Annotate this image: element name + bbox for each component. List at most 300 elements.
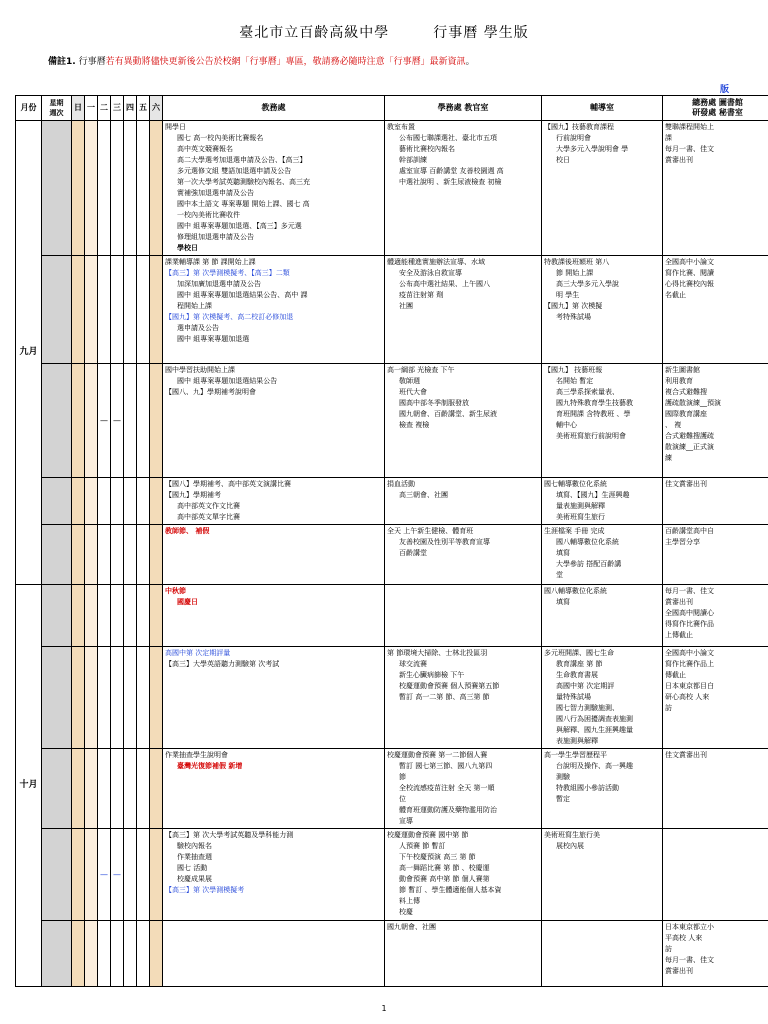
academic-entry: 中秋節 <box>165 587 186 595</box>
academic-cell <box>163 121 385 256</box>
day-cell <box>111 749 124 829</box>
counsel-entry: 台說明及操作、高一興趣 <box>556 762 633 770</box>
admin-cell <box>663 829 768 921</box>
admin-entry: 每月一書、佳文 <box>665 956 714 964</box>
counsel-entry: 高一學生學習歷程平 <box>544 751 607 759</box>
student-cell <box>385 256 542 364</box>
admin-entry: 名截止 <box>665 291 686 299</box>
student-entry: 處室宣導 百齡講堂 友善校園週 高 <box>399 167 504 175</box>
page-number: 1 <box>381 1004 387 1013</box>
day-cell <box>85 478 98 525</box>
student-entry: 教室布置 <box>387 123 415 131</box>
academic-entry: 高國中第 次定期評量 <box>165 649 231 657</box>
day-cell <box>85 829 98 921</box>
day-cell <box>111 525 124 585</box>
admin-entry: 全國高中小論文 <box>665 649 714 657</box>
day-cell <box>150 921 163 987</box>
academic-entry: 課業輔導課 第 節 課開始上課 <box>165 258 256 266</box>
counsel-entry: 明 學生 <box>556 291 580 299</box>
day-cell <box>111 478 124 525</box>
notice-label: 備註1. <box>48 57 76 67</box>
day-cell <box>111 585 124 647</box>
counsel-entry: 填寫 <box>556 549 570 557</box>
version-mark: 版 <box>720 85 730 95</box>
student-entry: 宣導 <box>399 817 413 825</box>
day-cell <box>72 749 85 829</box>
academic-cell <box>163 364 385 478</box>
day-cell <box>72 364 85 478</box>
academic-header: 教務處 <box>163 96 385 121</box>
day-cell <box>98 478 111 525</box>
counsel-entry: 國七輔導數位化系統 <box>544 480 607 488</box>
week-number-cell <box>42 829 72 921</box>
day-cell <box>98 921 111 987</box>
admin-entry: 練 <box>665 454 672 462</box>
counsel-entry: 育班開課 含特教班 、學 <box>556 410 631 418</box>
day-header-sat: 六 <box>150 96 163 121</box>
day-cell <box>85 121 98 256</box>
student-entry: 班代大會 <box>399 388 427 396</box>
admin-entry: 佳文賞審出刊 <box>665 480 707 488</box>
week-number-cell <box>42 921 72 987</box>
admin-entry: 課 <box>665 134 672 142</box>
academic-entry: 修理組加退選申請及公告 <box>177 233 254 241</box>
day-cell <box>150 585 163 647</box>
week-number-cell <box>42 364 72 478</box>
counsel-entry: 堂 <box>556 571 563 579</box>
week-row <box>16 525 768 585</box>
academic-entry: 開學日 <box>165 123 186 131</box>
admin-cell <box>663 647 768 749</box>
month-header: 月份 <box>16 96 42 121</box>
counsel-cell <box>542 525 663 585</box>
counsel-entry: 填寫 <box>556 598 570 606</box>
admin-entry: 散演練__正式演 <box>665 443 714 451</box>
counsel-entry: 考特殊試場 <box>556 313 591 321</box>
student-entry: 敬師週 <box>399 377 420 385</box>
student-entry: 檢查 複檢 <box>399 421 430 429</box>
academic-entry: 一校內美術比賽收件 <box>177 211 240 219</box>
week-row <box>16 121 768 256</box>
student-entry: 節 <box>399 773 406 781</box>
student-entry: 體適能種進實施辦法宣導、水域 <box>387 258 485 266</box>
admin-entry: 日本東京都立小 <box>665 923 714 931</box>
student-entry: 全天 上午新生健檢、體育班 <box>387 527 474 535</box>
admin-cell <box>663 121 768 256</box>
counsel-cell <box>542 585 663 647</box>
day-cell <box>98 256 111 364</box>
student-entry: 第 節環境大掃除、士林北投區羽 <box>387 649 488 657</box>
counsel-entry: 表施測與解釋 <box>556 737 598 745</box>
day-cell <box>124 749 137 829</box>
academic-entry: 教師節、 補假 <box>165 527 210 535</box>
day-cell <box>124 256 137 364</box>
counsel-entry: 國九特殊教育學生技藝教 <box>556 399 633 407</box>
day-cell <box>98 749 111 829</box>
month-cell: 九月 <box>16 121 42 585</box>
academic-entry: 高中部英文作文比賽 <box>177 502 240 510</box>
counsel-cell <box>542 829 663 921</box>
page-title <box>0 22 768 42</box>
student-cell <box>385 921 542 987</box>
student-entry: 公布高中選社結果、上午國八 <box>399 280 490 288</box>
day-header-thu: 四 <box>124 96 137 121</box>
week-number-cell <box>42 647 72 749</box>
day-header-mon: 一 <box>85 96 98 121</box>
counsel-entry: 輔中心 <box>556 421 577 429</box>
academic-cell <box>163 647 385 749</box>
student-entry: 位 <box>399 795 406 803</box>
counsel-entry: 展校內展 <box>556 842 584 850</box>
day-cell: — <box>111 829 124 921</box>
week-number-cell <box>42 478 72 525</box>
admin-entry: 、 複 <box>665 421 682 429</box>
counsel-cell <box>542 121 663 256</box>
admin-entry: 日本東京都目白 <box>665 682 714 690</box>
counsel-entry: 高三大學多元入學說 <box>556 280 619 288</box>
admin-entry: 寫作比賽、閱讀 <box>665 269 714 277</box>
student-cell <box>385 749 542 829</box>
day-cell <box>137 121 150 256</box>
counsel-entry: 量表施測與解釋 <box>556 502 605 510</box>
academic-entry: 學校日 <box>177 244 198 252</box>
academic-entry: 【國九】學期補考 <box>165 491 221 499</box>
admin-entry: 佳文賞審出刊 <box>665 751 707 759</box>
admin-entry: 護疏散演練__預演 <box>665 399 721 407</box>
day-cell <box>124 478 137 525</box>
counsel-entry: 生命教育書展 <box>556 671 598 679</box>
student-entry: 校慶運動會預賽 國中第 節 <box>387 831 469 839</box>
day-cell <box>72 647 85 749</box>
student-entry: 百齡講堂 <box>399 549 427 557</box>
day-cell <box>72 921 85 987</box>
week-number-cell <box>42 585 72 647</box>
week-row <box>16 364 768 478</box>
academic-entry: 【國八、九】學期補考說明會 <box>165 388 256 396</box>
day-header-sun: 日 <box>72 96 85 121</box>
academic-entry: 【國九】第 次模擬考、高二校訂必修加退 <box>165 313 294 321</box>
student-entry: 動會預賽 高中第 節 個人賽第 <box>399 875 490 883</box>
student-entry: 下午校慶預演 高三 第 節 <box>399 853 476 861</box>
day-cell <box>150 647 163 749</box>
week-row <box>16 749 768 829</box>
day-cell <box>150 478 163 525</box>
day-cell <box>150 121 163 256</box>
counsel-entry: 與解釋、國九生涯興趣量 <box>556 726 633 734</box>
counsel-entry: 教育講座 第 節 <box>556 660 603 668</box>
admin-entry: 百齡講堂高中自 <box>665 527 714 535</box>
academic-cell <box>163 829 385 921</box>
student-entry: 校慶運動會預賽 個人預賽第五節 <box>399 682 500 690</box>
student-cell <box>385 121 542 256</box>
counsel-entry: 多元班開課、國七生命 <box>544 649 614 657</box>
admin-cell <box>663 921 768 987</box>
counsel-entry: 測驗 <box>556 773 570 781</box>
day-cell <box>85 647 98 749</box>
counsel-entry: 美術班寫旅行前說明會 <box>556 432 626 440</box>
week-header: 星期 週次 <box>42 96 72 121</box>
counsel-cell <box>542 921 663 987</box>
day-cell <box>150 525 163 585</box>
academic-entry: 實補強加退選申請及公告 <box>177 189 254 197</box>
notice: 備註1. 行事曆若有異動將儘快更新後公告於校網「行事曆」專區，敬請務必隨時注意「行事曆」最新資訊。 <box>48 57 475 67</box>
student-cell <box>385 829 542 921</box>
day-cell <box>137 749 150 829</box>
counsel-cell <box>542 364 663 478</box>
academic-entry: 高中部英文單字比賽 <box>177 513 240 521</box>
admin-cell <box>663 525 768 585</box>
student-entry: 疫苗注射第 劑 <box>399 291 444 299</box>
counsel-entry: 國七智力測驗施測、 <box>556 704 619 712</box>
counsel-entry: 特教組國小參訪活動 <box>556 784 619 792</box>
student-entry: 高三朝會、社團 <box>399 491 448 499</box>
counsel-entry: 暫定 <box>556 795 570 803</box>
admin-entry: 研心高校 人來 <box>665 693 710 701</box>
week-row <box>16 478 768 525</box>
admin-header: 總務處 圖書館 研發處 秘書室 <box>663 96 768 121</box>
student-entry: 國高中部冬季制服發放 <box>399 399 469 407</box>
student-entry: 體育班運動防護及藥物濫用防治 <box>399 806 497 814</box>
week-number-cell <box>42 525 72 585</box>
admin-entry: 賞審出刊 <box>665 156 693 164</box>
student-entry: 安全及游泳自救宣導 <box>399 269 462 277</box>
admin-entry: 上傳截止 <box>665 631 693 639</box>
academic-entry: 國中 組專案專題加退選、【高三】多元選 <box>177 222 302 230</box>
admin-entry: 每月一書、佳文 <box>665 145 714 153</box>
academic-cell <box>163 585 385 647</box>
counsel-entry: 校日 <box>556 156 570 164</box>
counsel-entry: 節 開始上課 <box>556 269 594 277</box>
counsel-entry: 量特殊試場 <box>556 693 591 701</box>
week-row <box>16 921 768 987</box>
day-cell: — <box>98 364 111 478</box>
counseling-header: 輔導室 <box>542 96 663 121</box>
student-entry: 國九朝會、社團 <box>387 923 436 931</box>
day-cell <box>85 525 98 585</box>
academic-entry: 校慶成果展 <box>177 875 212 883</box>
day-cell <box>72 478 85 525</box>
calendar-table <box>15 95 768 987</box>
day-header-tue: 二 <box>98 96 111 121</box>
header-row <box>16 96 768 121</box>
student-entry: 校慶 <box>399 908 413 916</box>
counsel-entry: 高國中第 次定期評 <box>556 682 615 690</box>
academic-entry: 加深加廣加退選申請及公告 <box>177 280 261 288</box>
day-cell <box>150 749 163 829</box>
day-cell <box>124 585 137 647</box>
admin-entry: 寫作比賽作品上 <box>665 660 714 668</box>
student-entry: 中選社說明 、新生尿液檢查 初檢 <box>399 178 502 186</box>
admin-entry: 心得比賽校內報 <box>665 280 714 288</box>
day-cell <box>85 921 98 987</box>
admin-entry: 合式避難搜護疏 <box>665 432 714 440</box>
day-cell <box>124 121 137 256</box>
student-entry: 料上傳 <box>399 897 420 905</box>
admin-entry: 主學習分享 <box>665 538 700 546</box>
academic-entry: 高二大學選考加退選申請及公告、【高三】 <box>177 156 307 164</box>
admin-entry: 利用教育 <box>665 377 693 385</box>
academic-entry: 程開始上課 <box>177 302 212 310</box>
counsel-entry: 大學參訪 搭配百齡講 <box>556 560 622 568</box>
week-row <box>16 829 768 921</box>
academic-entry: 多元選修文組 雙語加退選申請及公告 <box>177 167 292 175</box>
student-entry: 高一綱部 光檢查 下午 <box>387 366 455 374</box>
student-entry: 全校流感疫苗注射 全天 第一順 <box>399 784 495 792</box>
student-entry: 人預賽 節 暫訂 <box>399 842 446 850</box>
day-cell <box>72 256 85 364</box>
day-cell <box>124 364 137 478</box>
academic-entry: 國慶日 <box>177 598 198 606</box>
counsel-cell <box>542 647 663 749</box>
counsel-entry: 美術班寫生旅行美 <box>544 831 600 839</box>
day-cell <box>111 256 124 364</box>
admin-cell <box>663 749 768 829</box>
admin-entry: 得寫作比賽作品 <box>665 620 714 628</box>
admin-entry: 賞審出刊 <box>665 967 693 975</box>
student-entry: 新生心臟病篩檢 下午 <box>399 671 465 679</box>
academic-entry: 國中 組專案專題加退選結果公告、高中 課 <box>177 291 308 299</box>
day-cell <box>150 364 163 478</box>
admin-entry: 賞審出刊 <box>665 598 693 606</box>
day-cell <box>137 585 150 647</box>
academic-cell <box>163 921 385 987</box>
student-entry: 友善校園及性別平等教育宣導 <box>399 538 490 546</box>
academic-entry: 驗校內報名 <box>177 842 212 850</box>
student-entry: 校慶運動會預賽 第一二節個人賽 <box>387 751 488 759</box>
day-cell <box>72 829 85 921</box>
student-cell <box>385 364 542 478</box>
student-entry: 藝術比賽校內報名 <box>399 145 455 153</box>
day-cell <box>98 647 111 749</box>
counsel-cell <box>542 256 663 364</box>
counsel-cell <box>542 478 663 525</box>
day-cell <box>72 525 85 585</box>
academic-cell <box>163 749 385 829</box>
counsel-entry: 國八輔導數位化系統 <box>544 587 607 595</box>
day-cell: — <box>111 364 124 478</box>
week-row <box>16 585 768 647</box>
counsel-entry: 高三學系探索量表、 <box>556 388 619 396</box>
day-cell <box>137 364 150 478</box>
day-cell <box>72 585 85 647</box>
academic-entry: 國中本土語文 專案專題 開始上課、國七 高 <box>177 200 310 208</box>
day-cell <box>124 525 137 585</box>
counsel-entry: 大學多元入學說明會 學 <box>556 145 629 153</box>
month-cell: 十月 <box>16 585 42 987</box>
day-cell <box>124 647 137 749</box>
counsel-entry: 行前說明會 <box>556 134 591 142</box>
academic-entry: 第一次大學考試英聽測驗校內報名、高三充 <box>177 178 310 186</box>
week-row <box>16 647 768 749</box>
day-header-fri: 五 <box>137 96 150 121</box>
day-cell <box>137 829 150 921</box>
academic-entry: 作業抽查週 <box>177 853 212 861</box>
day-cell <box>85 364 98 478</box>
student-entry: 球交流賽 <box>399 660 427 668</box>
student-entry: 國九朝會、百齡講堂、新生尿液 <box>399 410 497 418</box>
academic-entry: 國七 高一校內美術比賽報名 <box>177 134 264 142</box>
student-cell <box>385 585 542 647</box>
academic-entry: 臺灣光復節補假 新增 <box>177 762 243 770</box>
counsel-entry: 填寫、【國九】生涯興趣 <box>556 491 630 499</box>
admin-entry: 傳截止 <box>665 671 686 679</box>
counsel-entry: 名開始 暫定 <box>556 377 594 385</box>
day-cell <box>85 256 98 364</box>
day-cell <box>98 585 111 647</box>
academic-entry: 【高三】第 次學測模擬考 <box>165 886 245 894</box>
week-number-cell <box>42 121 72 256</box>
student-entry: 節 暫訂 、學生體適能個人基本資 <box>399 886 502 894</box>
day-cell <box>111 647 124 749</box>
week-row <box>16 256 768 364</box>
day-cell <box>150 256 163 364</box>
admin-cell <box>663 364 768 478</box>
academic-cell <box>163 256 385 364</box>
academic-cell <box>163 525 385 585</box>
student-entry: 公布國七聯課選社、臺北市五項 <box>399 134 497 142</box>
admin-entry: 訪 <box>665 945 672 953</box>
counsel-cell <box>542 749 663 829</box>
admin-entry: 新生圖書館 <box>665 366 700 374</box>
day-cell <box>85 585 98 647</box>
day-header-wed: 三 <box>111 96 124 121</box>
day-cell <box>111 121 124 256</box>
student-entry: 暫訂 高一二第 節、高三第 節 <box>399 693 490 701</box>
counsel-entry: 【國九】技藝教育課程 <box>544 123 614 131</box>
admin-entry: 平高校 人來 <box>665 934 703 942</box>
day-cell <box>137 525 150 585</box>
student-entry: 暫訂 國七第三節、國八九第四 <box>399 762 493 770</box>
school-name: 臺北市立百齡高級中學 <box>239 25 390 41</box>
academic-entry: 【國八】學期補考、高中部英文演講比賽 <box>165 480 291 488</box>
admin-entry: 全國高中小論文 <box>665 258 714 266</box>
calendar-title: 行事曆 學生版 <box>433 25 529 41</box>
student-entry: 幹部訓練 <box>399 156 427 164</box>
admin-entry: 訪 <box>665 704 672 712</box>
counsel-entry: 美術班寫生旅行 <box>556 513 605 521</box>
student-entry: 高一舞蹈比賽 第 節 、校慶運 <box>399 864 490 872</box>
day-cell <box>137 921 150 987</box>
student-cell <box>385 478 542 525</box>
student-affairs-header: 學務處 教官室 <box>385 96 542 121</box>
day-cell <box>72 121 85 256</box>
academic-entry: 選申請及公告 <box>177 324 219 332</box>
counsel-entry: 國八行為困擾調查表施測 <box>556 715 633 723</box>
week-number-cell <box>42 256 72 364</box>
day-cell <box>124 921 137 987</box>
admin-cell <box>663 585 768 647</box>
admin-entry: 國際教育講座 <box>665 410 707 418</box>
counsel-entry: 【國九】 技藝班報 <box>544 366 603 374</box>
academic-entry: 國中 組專案專題加退選 <box>177 335 250 343</box>
student-cell <box>385 647 542 749</box>
day-cell <box>137 647 150 749</box>
day-cell <box>85 749 98 829</box>
day-cell <box>137 478 150 525</box>
academic-entry: 【高三】第 次學測模擬考、【高三】二類 <box>165 269 290 277</box>
counsel-entry: 特教課後班額班 第八 <box>544 258 610 266</box>
academic-entry: 作業抽查學生說明會 <box>165 751 228 759</box>
day-cell <box>111 921 124 987</box>
academic-entry: 國中學習扶助開始上課 <box>165 366 235 374</box>
day-cell <box>124 829 137 921</box>
admin-entry: 複合式避難搜 <box>665 388 707 396</box>
admin-cell <box>663 256 768 364</box>
student-entry: 社團 <box>399 302 413 310</box>
academic-entry: 國中 組專案專題加退選結果公告 <box>177 377 278 385</box>
counsel-entry: 生涯檔案 手冊 完成 <box>544 527 605 535</box>
student-entry: 捐血活動 <box>387 480 415 488</box>
